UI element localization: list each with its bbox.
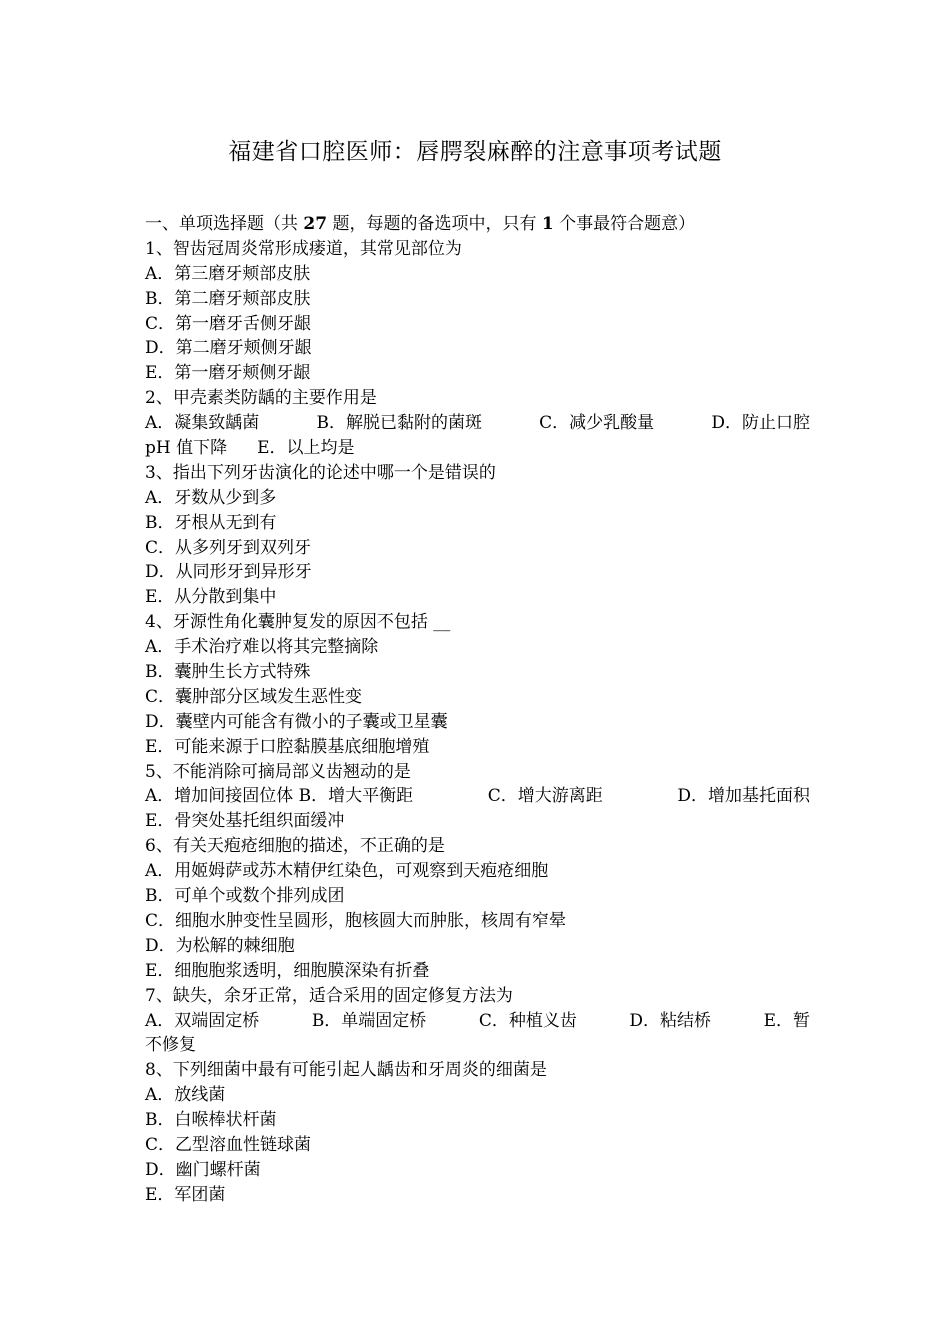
question-option: B．牙根从无到有 [145,512,277,533]
question-option: C．乙型溶血性链球菌 [145,1134,312,1155]
question-stem: 3、指出下列牙齿演化的论述中哪一个是错误的 [145,462,496,483]
question-option: C．减少乳酸量 [539,413,655,434]
question-option: C．从多列牙到双列牙 [145,537,312,558]
question-option: E．可能来源于口腔黏膜基底细胞增殖 [145,736,430,757]
question-option: C．第一磨牙舌侧牙龈 [145,313,312,334]
document-body [145,212,810,1208]
question-option: D．囊壁内可能含有微小的子囊或卫星囊 [145,711,448,732]
question-option: E．暂 [763,1010,810,1031]
question-option: A．手术治疗难以将其完整摘除 [145,637,379,658]
question-option: B．单端固定桥 [311,1010,427,1031]
question-option: pH 值下降 [145,438,228,459]
question-option: D．从同形牙到异形牙 [145,562,312,583]
question-option: D．防止口腔 [711,413,810,434]
question-options-row [145,436,810,461]
question-option: D．增加基托面积 [677,786,810,807]
question-option: A．双端固定桥 [145,1010,260,1031]
question-option: A．用姬姆萨或苏木精伊红染色，可观察到天疱疮细胞 [145,861,549,882]
question-option: E．从分散到集中 [145,587,277,608]
question-option: C．囊肿部分区域发生恶性变 [145,686,363,707]
document-title: 福建省口腔医师：唇腭裂麻醉的注意事项考试题 [228,139,722,165]
question-option: A．放线菌 [145,1085,226,1106]
question-option: C．增大游离距 [487,786,603,807]
question-options-row [145,1009,810,1034]
question-option: A．牙数从少到多 [145,487,277,508]
question-option: E．第一磨牙颊侧牙龈 [145,363,311,384]
question-option: B．第二磨牙颊部皮肤 [145,288,311,309]
question-option: D．为松解的棘细胞 [145,935,295,956]
question-option: C．细胞水肿变性呈圆形，胞核圆大而肿胀，核周有窄晕 [145,910,567,931]
section-heading: 一、单项选择题（共 27 题，每题的备选项中，只有 1 个事最符合题意） [145,214,696,234]
question-stem: 4、牙源性角化囊肿复发的原因不包括 __ [145,612,451,633]
question-option: B．白喉棒状杆菌 [145,1110,277,1131]
question-option: 不修复 [145,1035,196,1056]
question-option: B．解脱已黏附的菌斑 [316,413,482,434]
question-stem: 2、甲壳素类防龋的主要作用是 [145,388,377,409]
question-option: A．凝集致龋菌 [145,413,260,434]
question-option: D．幽门螺杆菌 [145,1159,261,1180]
question-option: A．增加间接固位体 B．增大平衡距 [145,786,414,807]
question-stem: 7、缺失，余牙正常，适合采用的固定修复方法为 [145,985,513,1006]
question-option: E．骨突处基托组织面缓冲 [145,811,345,832]
question-stem: 6、有关天疱疮细胞的描述，不正确的是 [145,836,445,857]
question-option: A．第三磨牙颊部皮肤 [145,263,311,284]
question-option: E．以上均是 [257,438,355,459]
question-option: D．粘结桥 [629,1010,712,1031]
question-options-row [145,411,810,436]
question-option: B．囊肿生长方式特殊 [145,662,311,683]
question-option: C．种植义齿 [478,1010,577,1031]
question-stem: 5、不能消除可摘局部义齿翘动的是 [145,761,411,782]
question-stem: 8、下列细菌中最有可能引起人龋齿和牙周炎的细菌是 [145,1060,547,1081]
question-option: E．细胞胞浆透明，细胞膜深染有折叠 [145,960,430,981]
question-option: D．第二磨牙颊侧牙龈 [145,338,312,359]
question-option: B．可单个或数个排列成团 [145,886,345,907]
question-option: E．军团菌 [145,1184,226,1205]
question-stem: 1、智齿冠周炎常形成瘘道，其常见部位为 [145,238,462,259]
question-options-row [145,784,810,809]
